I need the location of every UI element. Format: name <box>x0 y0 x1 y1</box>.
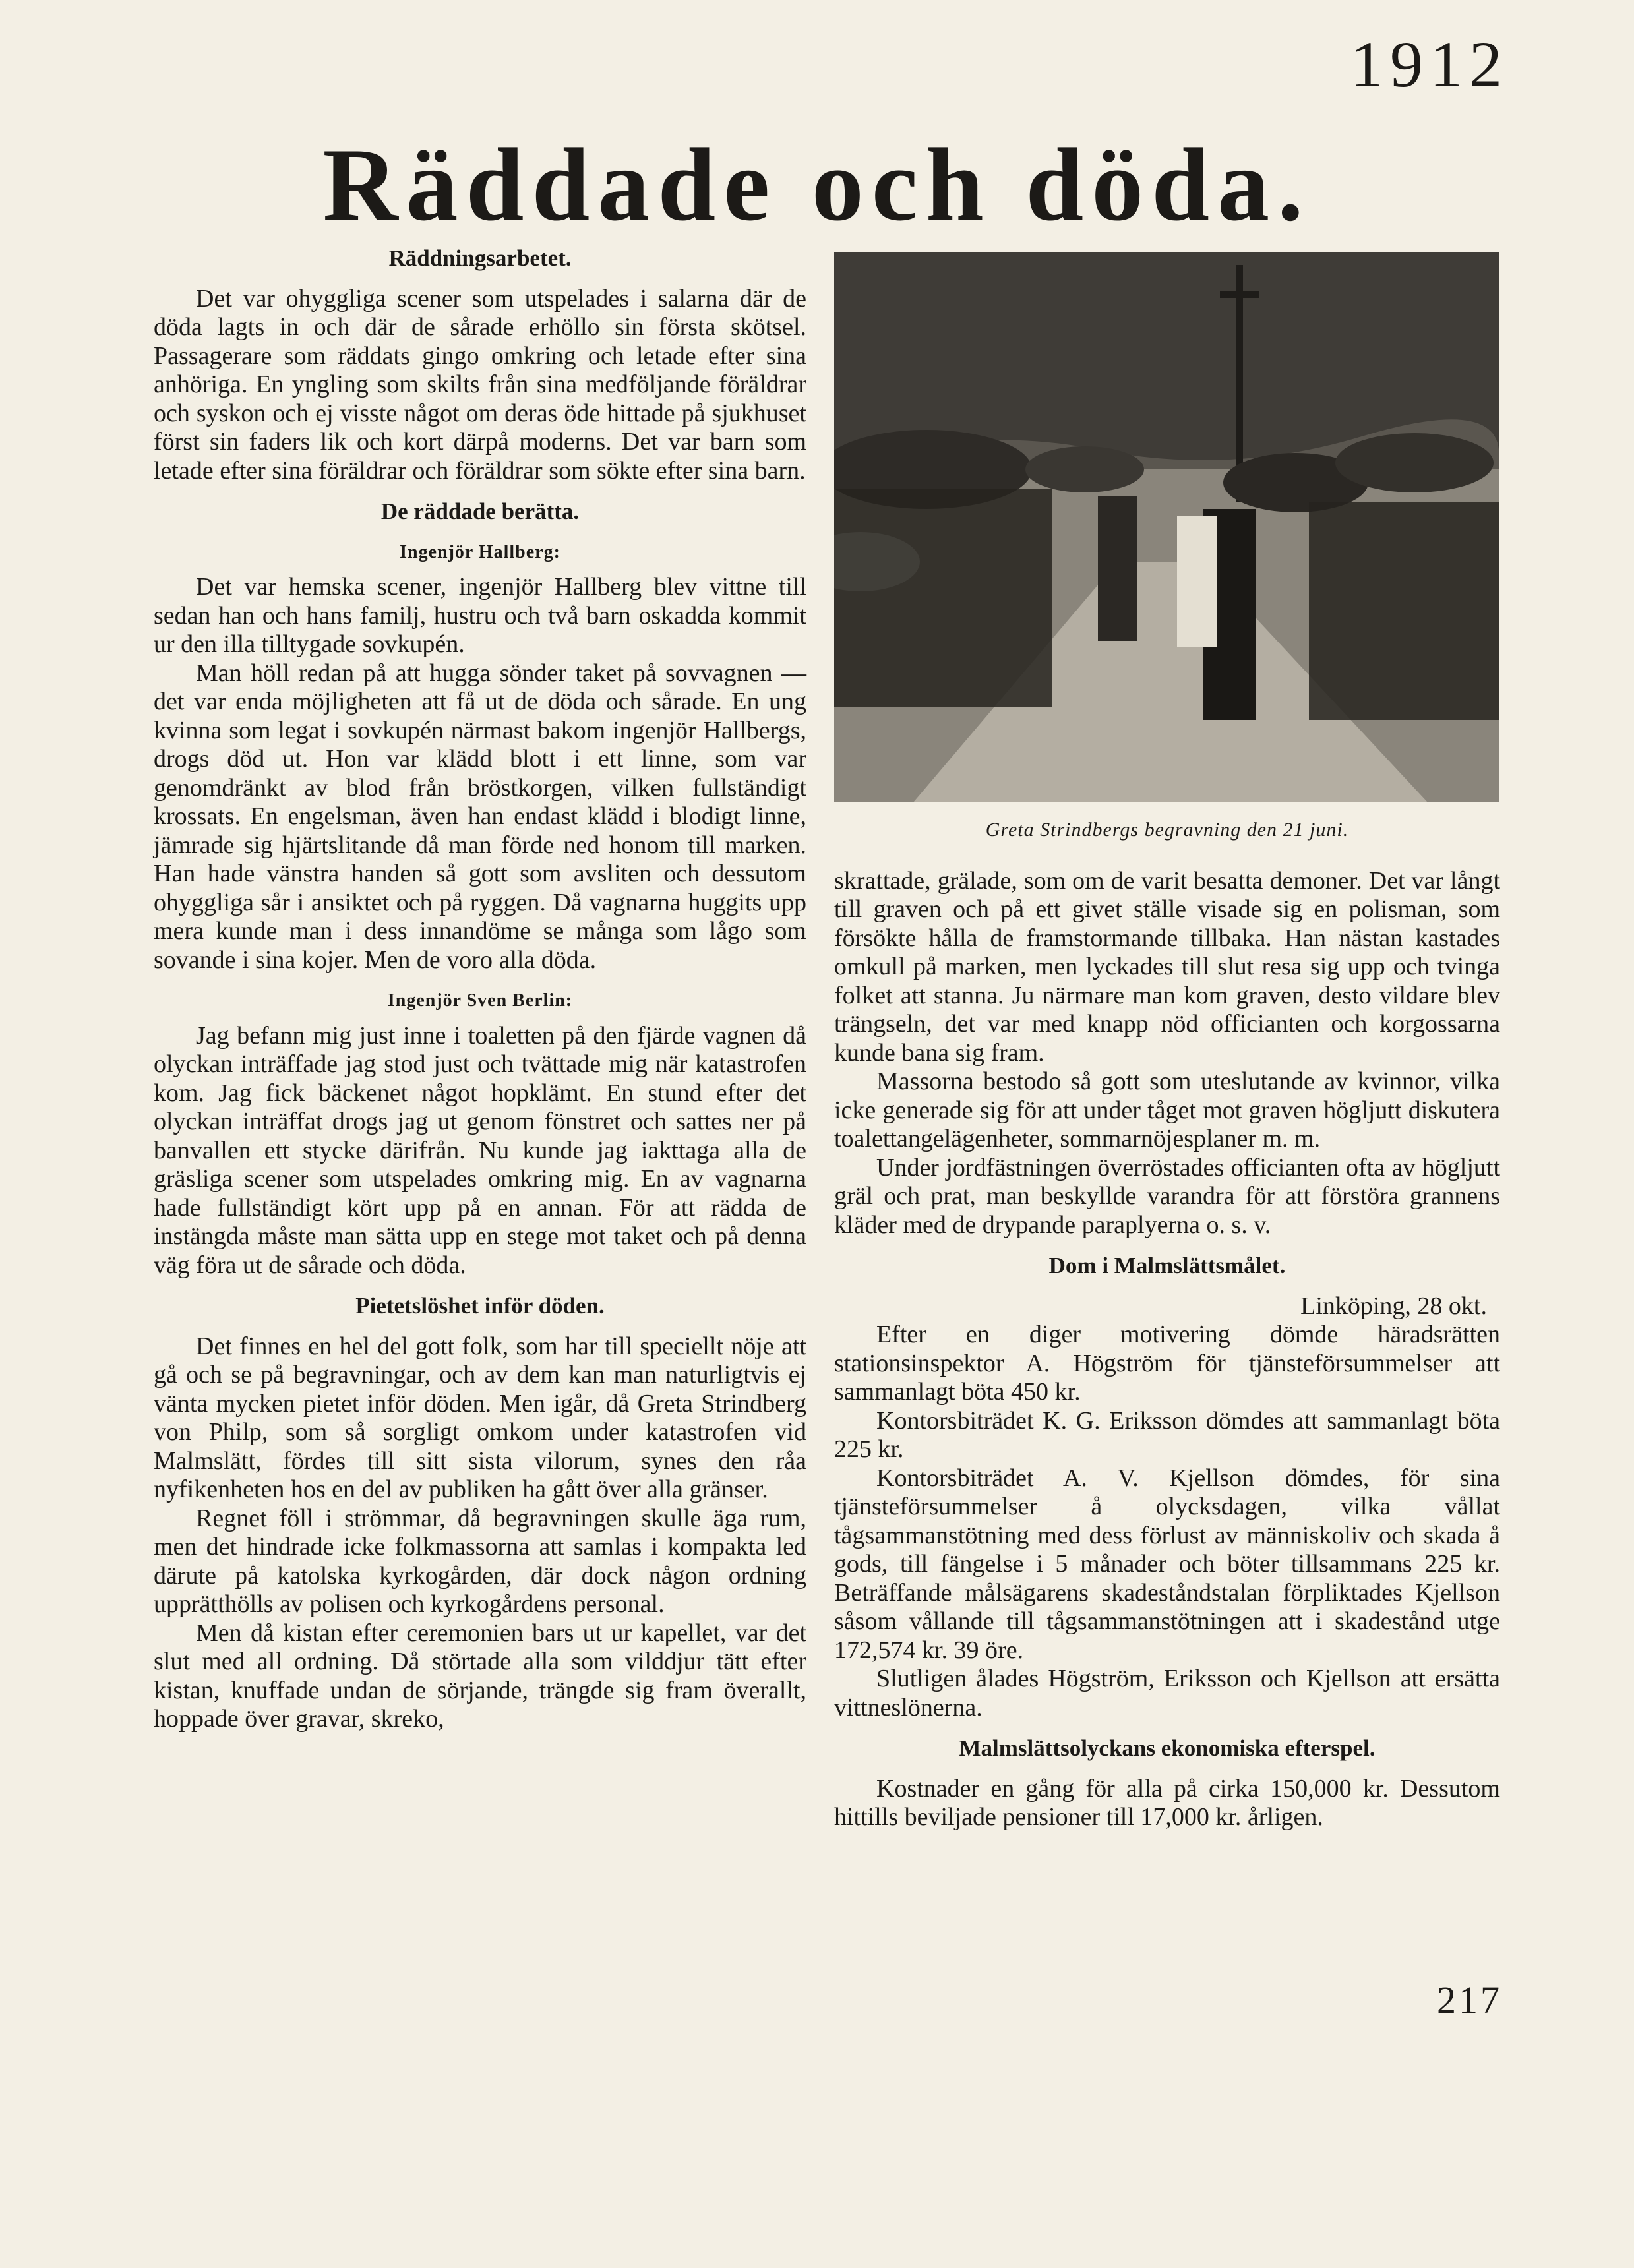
paragraph: Regnet föll i strömmar, då begravningen skulle äga rum, men det hindrade icke folkmassorna att samlas i kompakta led därute på katolska kyrkogården, där dock någon ordning upprätthölls av polisen och kyrkogårdens personal. <box>154 1504 806 1618</box>
paragraph: Det finnes en hel del gott folk, som har till speciellt nöje att gå och se på begravningar, och av dem kan man naturligtvis ej vänta mycken pietet inför döden. Men igår, då Greta Strindberg von Philp, som så sorgligt omkom under katastrofen vid Malmslätt, fördes till sitt sista vilorum, synes den råa nyfikenheten hos en del av publiken ha gått över alla gränser. <box>154 1332 806 1503</box>
section-heading: De räddade berätta. <box>380 498 580 524</box>
paragraph: Det var ohyggliga scener som utspelades i salarna där de döda lagts in och där de sårade erhöllo sin första skötsel. Passagerare som räddats gingo omkring och letade efter sina anhöriga. En yngling som skilts från sina medföljande föräldrar och syskon och ej visste något om deras öde hittade på sjukhuset först sin faders lik och kort därpå moderns. Det var barn som letade efter sina föräldrar och föräldrar som sökte efter sina barn. <box>154 284 806 485</box>
section-heading: Malmslättsolyckans ekonomiska efterspel. <box>959 1735 1376 1761</box>
section-heading: Räddningsarbetet. <box>388 245 572 271</box>
paragraph: Under jordfästningen överröstades officianten ofta av högljutt gräl och prat, man beskyllde varandra för att förstöra grannens kläder med de drypande paraplyerna o. s. v. <box>834 1153 1500 1239</box>
funeral-photo <box>834 252 1499 802</box>
section-heading: Pietetslöshet inför döden. <box>355 1293 605 1319</box>
paragraph: Slutligen ålades Högström, Eriksson och Kjellson att ersätta vittneslönerna. <box>834 1665 1500 1721</box>
subsection-heading: Ingenjör Hallberg: <box>400 541 560 562</box>
left-column <box>154 244 806 1734</box>
section-heading: Dom i Malmslättsmålet. <box>1048 1253 1286 1278</box>
year-heading: 1912 <box>1350 28 1509 101</box>
subsection-heading: Ingenjör Sven Berlin: <box>387 990 573 1011</box>
paragraph: Men då kistan efter ceremonien bars ut ur kapellet, var det slut med all ordning. Då störtade alla som vilddjur tätt efter kistan, knuffade undan de sörjande, trängde sig fram överallt, hoppade över gravar, skreko, <box>154 1619 806 1733</box>
paragraph: Kostnader en gång för alla på cirka 150,000 kr. Dessutom hittills beviljade pensioner till 17,000 kr. årligen. <box>834 1774 1500 1831</box>
paragraph: Kontorsbiträdet A. V. Kjellson dömdes, för sina tjänsteförsummelser å olycksdagen, vilka vållat tågsammanstötning med dess förlust av människoliv och skada å gods, till fängelse i 5 månader och böter tillsammans 225 kr. Beträffande målsägarens skadeståndstalan förpliktades Kjellson såsom vållande till tågsammanstötningen att i skadestånd utge 172,574 kr. 39 öre. <box>834 1464 1500 1664</box>
page-number: 217 <box>1437 1979 1502 2021</box>
paragraph: Jag befann mig just inne i toaletten på den fjärde vagnen då olyckan inträffade jag stod just och tvättade mig när katastrofen kom. Jag fick bäckenet något hopklämt. En stund efter det olyckan inträffat drogs jag ut genom fönstret och sattes ner på banvallen ett stycke därifrån. Nu kunde jag iakttaga alla de gräsliga scener som utspelades omkring mig. En av vagnarna hade fullständigt kört upp på en annan. För att rädda de instängda måste man sätta upp en stege mot taket och på denna väg föra ut de sårade och döda. <box>154 1021 806 1279</box>
page-title: Räddade och döda. <box>322 127 1312 243</box>
funeral-photo-illustration <box>834 252 1499 802</box>
paragraph: Massorna bestodo så gott som uteslutande av kvinnor, vilka icke generade sig för att under tåget mot graven högljutt diskutera toalettangelägenheter, sommarnöjesplaner m. m. <box>834 1067 1500 1152</box>
paragraph: Efter en diger motivering dömde häradsrätten stationsinspektor A. Högström för tjänsteförsummelser att sammanlagt böta 450 kr. <box>834 1321 1500 1406</box>
right-column <box>834 252 1500 1832</box>
photo-caption: Greta Strindbergs begravning den 21 juni. <box>985 819 1349 841</box>
paragraph: Det var hemska scener, ingenjör Hallberg blev vittne till sedan han och hans familj, hustru och två barn oskadda kommit ur den illa tilltygade sovkupén. <box>154 573 806 658</box>
paragraph: Man höll redan på att hugga sönder taket på sovvagnen — det var enda möjligheten att få ut de döda och sårade. En ung kvinna som legat i sovkupén närmast bakom ingenjör Hallbergs, drogs död ut. Hon var klädd blott i ett linne, som var genomdränkt av blod från bröstkorgen, vilken fullständigt krossats. En engelsman, även han endast klädd i blodigt linne, jämrade sig hjärtslitande då man förde ned honom till marken. Han hade vänstra handen så gott som avsliten och dessutom ohyggliga sår i ansiktet och på ryggen. Då vagnarna huggits upp mera kunde man i dess innandöme se många som lågo som sovande i sina kojer. Men de voro alla döda. <box>154 659 806 974</box>
paragraph: Kontorsbiträdet K. G. Eriksson dömdes att sammanlagt böta 225 kr. <box>834 1406 1500 1463</box>
paragraph: skrattade, grälade, som om de varit besatta demoner. Det var långt till graven och på ett givet ställe visade sig en polisman, som försökte hålla de framstormande tillbaka. Han nästan kastades omkull på marken, men lyckades till slut resa sig upp och tvinga folket att stanna. Ju närmare man kom graven, desto vildare blev trängseln, det var med knapp nöd officianten och korgossarna kunde bana sig fram. <box>834 866 1500 1067</box>
dateline: Linköping, 28 okt. <box>1300 1292 1487 1320</box>
